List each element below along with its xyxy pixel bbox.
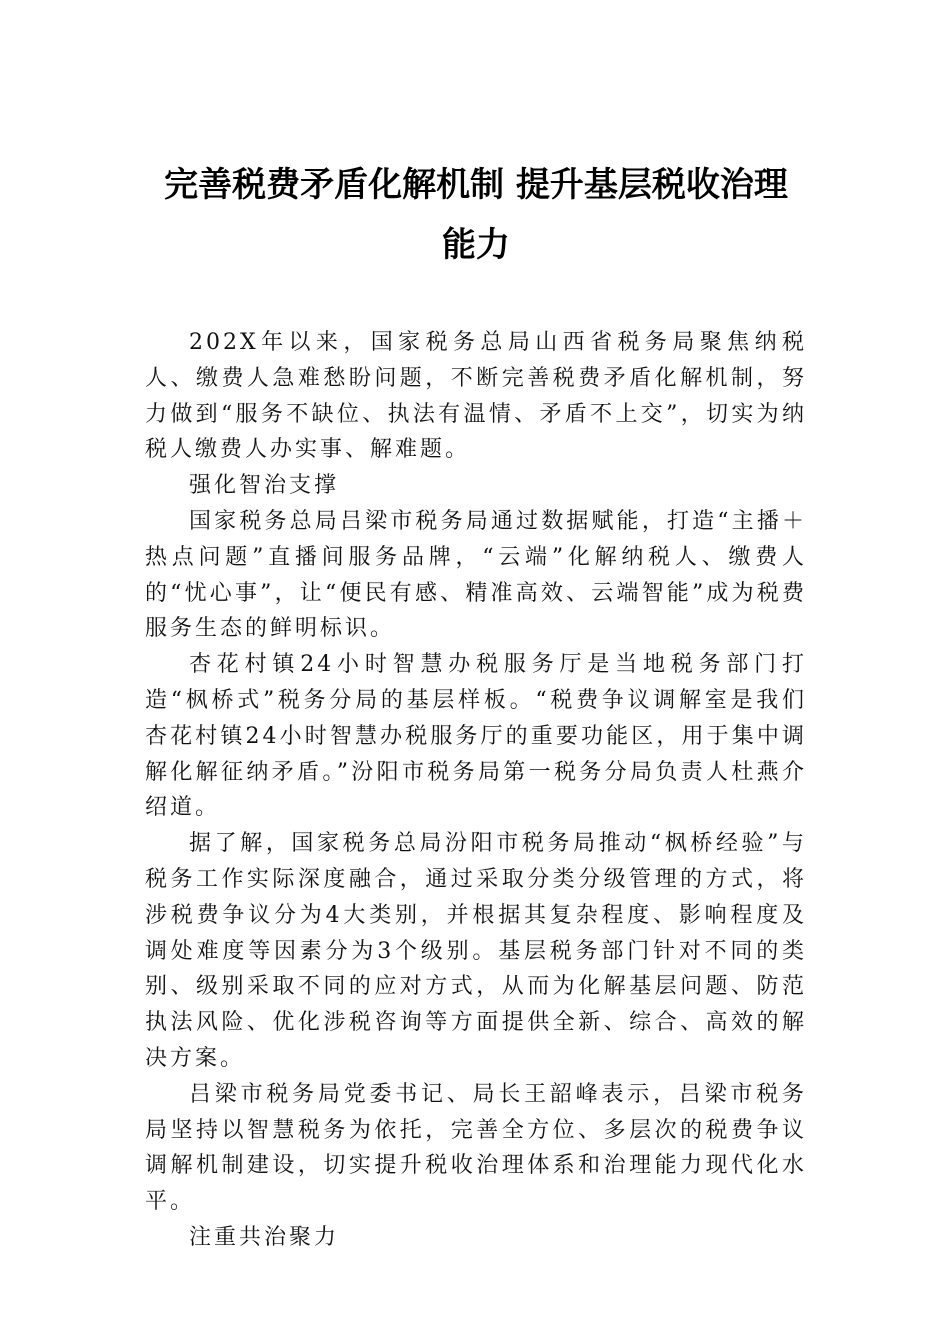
- paragraph-director-statement: 吕梁市税务局党委书记、局长王韶峰表示，吕梁市税务局坚持以智慧税务为依托，完善全方位、多层次的税费争议调解机制建设，切实提升税收治理体系和治理能力现代化水平。: [145, 1081, 807, 1215]
- paragraph-fenyang-classification: 据了解，国家税务总局汾阳市税务局推动“枫桥经验”与税务工作实际深度融合，通过采取分类分级管理的方式，将涉税费争议分为4大类别，并根据其复杂程度、影响程度及调处难度等因素分为3个级别。基层税务部门针对不同的类别、级别采取不同的应对方式，从而为化解基层问题、防范执法风险、优化涉税咨询等方面提供全新、综合、高效的解决方案。: [145, 831, 807, 1071]
- title-line-2: 能力: [442, 225, 510, 265]
- title-line-1: 完善税费矛盾化解机制 提升基层税收治理: [164, 165, 788, 205]
- document-page: [145, 155, 807, 1256]
- document-body: [145, 325, 807, 1256]
- section-heading-smart-governance: 强化智治支撑: [189, 473, 340, 499]
- paragraph-lvliang-livestream: 国家税务总局吕梁市税务局通过数据赋能，打造“主播＋热点问题”直播间服务品牌，“云端”化解纳税人、缴费人的“忧心事”，让“便民有感、精准高效、云端智能”成为税费服务生态的鲜明标识。: [145, 508, 807, 642]
- section-heading-co-governance: 注重共治聚力: [189, 1224, 340, 1250]
- paragraph-intro: 202X年以来，国家税务总局山西省税务局聚焦纳税人、缴费人急难愁盼问题，不断完善税费矛盾化解机制，努力做到“服务不缺位、执法有温情、矛盾不上交”，切实为纳税人缴费人办实事、解难题。: [145, 330, 807, 463]
- paragraph-xinghua-village-hall: 杏花村镇24小时智慧办税服务厅是当地税务部门打造“枫桥式”税务分局的基层样板。“税费争议调解室是我们杏花村镇24小时智慧办税服务厅的重要功能区，用于集中调解化解征纳矛盾。”汾阳市税务局第一税务分局负责人杜燕介绍道。: [145, 652, 807, 821]
- document-title: [145, 155, 807, 275]
